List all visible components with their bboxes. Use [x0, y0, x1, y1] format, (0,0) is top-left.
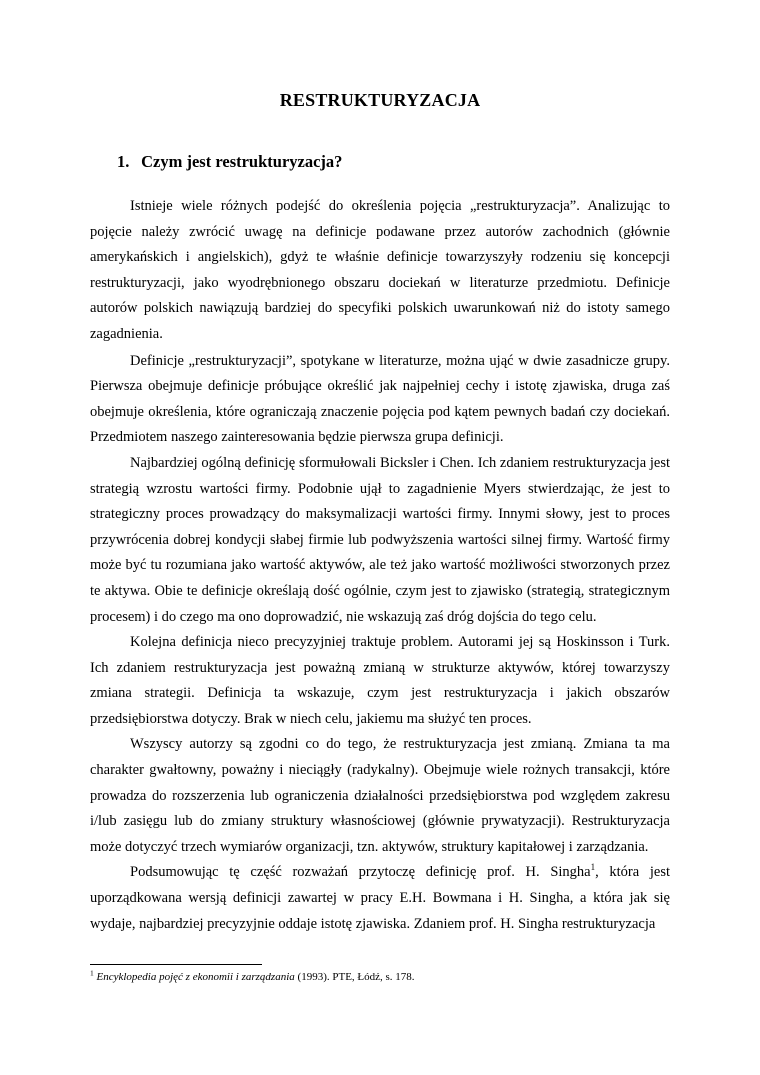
footnote-separator: [90, 964, 262, 965]
paragraph: [90, 860, 670, 937]
paragraph: Istnieje wiele różnych podejść do określenia pojęcia „restrukturyzacja”. Analizując to pojęcie należy zwrócić uwagę na definicje podawane przez autorów zachodnich (głównie amerykańskich i angielskich), gdyż te właśnie definicje towarzyszyły rodzeniu się koncepcji restrukturyzacji, jako wyodrębnionego obszaru dociekań w literaturze przedmiotu. Definicje autorów polskich nawiązują bardziej do specyfiki polskich uwarunkowań niż do istoty samego zagadnienia.: [90, 198, 670, 342]
paragraph: Kolejna definicja nieco precyzyjniej traktuje problem. Autorami jej są Hoskinsson i Turk. Ich zdaniem restrukturyzacja jest poważną zmianą w strukturze aktywów, której towarzyszy zmiana strategii. Definicja ta wskazuje, czym jest restrukturyzacja i jakich obszarów przedsiębiorstwa dotyczy. Brak w niech celu, jakiemu ma służyć ten proces.: [90, 634, 670, 727]
footnote-details: (1993). PTE, Łódź, s. 178.: [294, 971, 415, 983]
paragraph-text: , która jest uporządkowana wersją definicji zawartej w pracy E.H. Bowmana i H. Singha, a która jak się wydaje, najbardziej precyzyjnie oddaje istotę zjawiska. Zdaniem prof. H. Singha restrukturyzacja: [90, 864, 670, 932]
body-text: [90, 194, 670, 937]
paragraph-text: Podsumowując tę część rozważań przytoczę definicję prof. H. Singha: [130, 864, 591, 881]
section-number: 1.: [117, 152, 130, 171]
footnote: [90, 970, 670, 984]
section-heading: [117, 152, 342, 172]
paragraph: Definicje „restrukturyzacji”, spotykane w literaturze, można ująć w dwie zasadnicze grupy. Pierwsza obejmuje definicje próbujące określić jak najpełniej cechy i istotę zjawiska, druga zaś obejmuje określenia, które ograniczają znaczenie pojęcia pod kątem pewnych badań czy dociekań. Przedmiotem naszego zainteresowania będzie pierwsza grupa definicji.: [90, 352, 670, 446]
footnote-number: 1: [90, 968, 94, 978]
footnote-title: Encyklopedia pojęć z ekonomii i zarządzania: [96, 971, 295, 983]
paragraph: Najbardziej ogólną definicję sformułowali Bicksler i Chen. Ich zdaniem restrukturyzacja jest strategią wzrostu wartości firmy. Podobnie ujął to zagadnienie Myers stwierdzając, że jest to strategiczny proces prowadzący do maksymalizacji wartości firmy. Innymi słowy, jest to proces przywrócenia dobrej kondycji słabej firmie lub podwyższenia wartości silnej firmy. Wartość firmy może być tu rozumiana jako wartość aktywów, ale też jako wartość możliwości stworzonych przez te aktywa. Obie te definicje określają dość ogólnie, czym jest to zjawisko (strategią, strategicznym procesem) i do czego ma ono doprowadzić, nie wskazują zaś dróg dojścia do tego celu.: [90, 454, 670, 625]
footnote-reference[interactable]: 1: [590, 862, 596, 873]
paragraph: Wszyscy autorzy są zgodni co do tego, że restrukturyzacja jest zmianą. Zmiana ta ma charakter gwałtowny, poważny i nieciągły (radykalny). Obejmuje wiele rożnych transakcji, które prowadza do rozszerzenia lub ograniczenia działalności przedsiębiorstwa pod względem zakresu i/lub zasięgu lub do zmiany struktury własnościowej (głównie prywatyzacji). Restrukturyzacja może dotyczyć trzech wymiarów organizacji, tzn. aktywów, struktury kapitałowej i zarządzania.: [90, 736, 670, 855]
document-title: RESTRUKTURYZACJA: [279, 90, 481, 110]
section-title: Czym jest restrukturyzacja?: [141, 152, 343, 171]
